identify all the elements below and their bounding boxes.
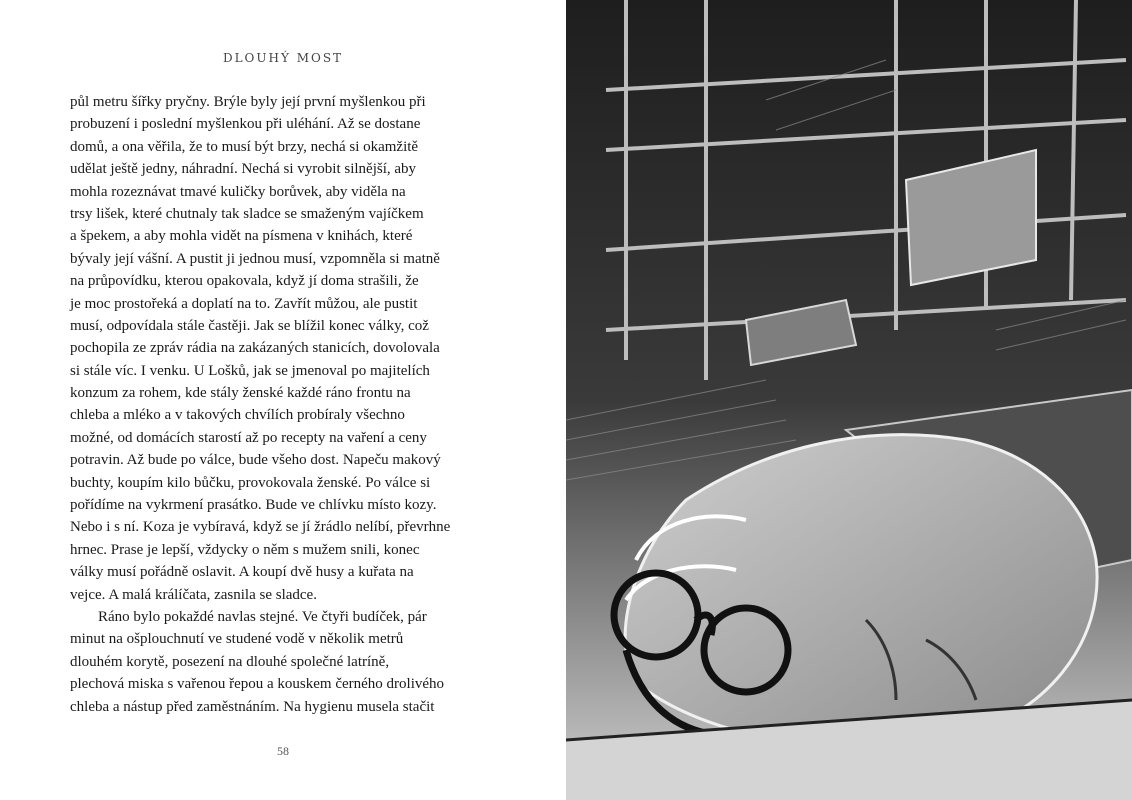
text-line: chleba a nástup před zaměstnáním. Na hygienu musela stačit	[70, 698, 435, 715]
text-line: chleba a mléko a v takových chvílích probíraly všechno	[70, 407, 405, 424]
text-line: Nebo i s ní. Koza je vybíravá, když se jí žrádlo nelíbí, převrhne	[70, 519, 451, 536]
text-line: konzum za rohem, kde stály ženské každé ráno frontu na	[70, 385, 411, 402]
text-line: války musí pořádně oslavit. A koupí dvě husy a kuřata na	[70, 564, 414, 581]
text-line: udělat ještě jedny, náhradní. Nechá si vyrobit silnější, aby	[70, 161, 417, 178]
text-line-paragraph-start: Ráno bylo pokaždé navlas stejné. Ve čtyři budíček, pár	[98, 608, 427, 625]
text-line: potravin. Až bude po válce, bude všeho dost. Napeču makový	[70, 452, 441, 469]
text-line: plechová miska s vařenou řepou a kouskem černého drolivého	[70, 676, 445, 693]
text-line: buchty, koupím kilo bůčku, provokovala ženské. Po válce si	[70, 474, 431, 491]
text-line: musí, odpovídala stále častěji. Jak se blížil konec války, což	[70, 317, 429, 334]
text-line: půl metru šířky pryčny. Brýle byly její první myšlenkou při	[70, 94, 426, 110]
text-line: mohla rozeznávat tmavé kuličky borůvek, aby viděla na	[70, 183, 406, 200]
text-line: minut na ošplouchnutí ve studené vodě v několik metrů	[70, 631, 404, 648]
text-line: pořídíme na vykrmení prasátko. Bude ve chlívku místo kozy.	[70, 497, 437, 514]
text-line: vejce. A malá králíčata, zasnila se sladce.	[70, 586, 317, 603]
text-line: na průpovídku, kterou opakovala, když jí doma strašili, že	[70, 273, 419, 290]
text-line: hrnec. Prase je lepší, vždycky o něm s mužem snili, konec	[70, 541, 420, 558]
glasses-in-hands-illustration	[566, 0, 1132, 800]
text-line: je moc prostořeká a doplatí na to. Zavřít můžou, ale pustit	[70, 295, 418, 312]
text-line: a špekem, a aby mohla vidět na písmena v knihách, které	[70, 228, 413, 245]
page-number: 58	[277, 744, 289, 758]
text-line: probuzení i poslední myšlenkou při uléhání. Až se dostane	[70, 116, 421, 133]
text-line: pochopila ze zpráv rádia na zakázaných stanicích, dovolovala	[70, 340, 440, 357]
running-head: DLOUHÝ MOST	[222, 51, 344, 65]
illustration-page	[566, 0, 1132, 800]
body-text	[70, 91, 500, 718]
text-line: trsy lišek, které chutnaly tak sladce se smaženým vajíčkem	[70, 205, 424, 222]
text-line: bývaly její vášní. A pustit ji jednou musí, vzpomněla si matně	[70, 250, 440, 267]
text-line: si stále víc. I venku. U Lošků, jak se jmenoval po majitelích	[70, 362, 430, 379]
text-line: domů, a ona věřila, že to musí být brzy, nechá si okamžitě	[70, 138, 419, 155]
text-line: možné, od domácích starostí až po recepty na vaření a ceny	[70, 429, 427, 446]
text-line: dlouhém korytě, posezení na dlouhé společné latríně,	[70, 653, 390, 670]
